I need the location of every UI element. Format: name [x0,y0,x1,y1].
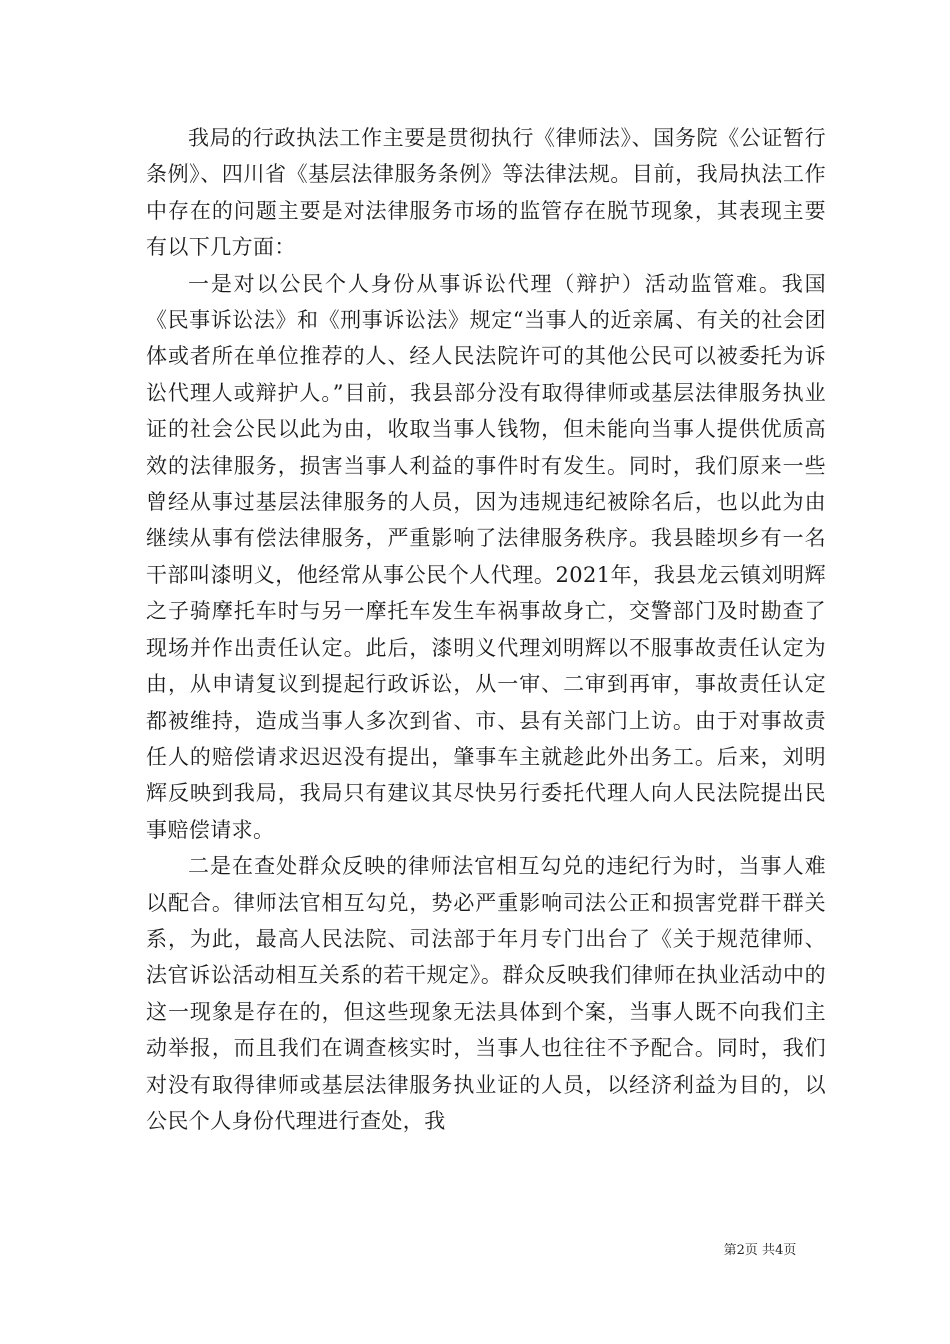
paragraph-point-two: 二是在查处群众反映的律师法官相互勾兑的违纪行为时，当事人难以配合。律师法官相互勾兑，势必严重影响司法公正和损害党群干群关系，为此，最高人民法院、司法部于年月专门出台了《关于规范律师、法官诉讼活动相互关系的若干规定》。群众反映我们律师在执业活动中的这一现象是存在的，但这些现象无法具体到个案，当事人既不向我们主动举报，而且我们在调查核实时，当事人也往往不予配合。同时，我们对没有取得律师或基层法律服务执业证的人员，以经济利益为目的，以公民个人身份代理进行查处，我 [146,854,826,1133]
footer-current-page: 2 [736,1243,745,1258]
footer-suffix: 页 [783,1243,797,1258]
footer-middle: 页 共 [744,1243,776,1258]
footer-total-pages: 4 [775,1243,784,1258]
paragraph-point-one: 一是对以公民个人身份从事诉讼代理（辩护）活动监管难。我国《民事诉讼法》和《刑事诉讼法》规定“当事人的近亲属、有关的社会团体或者所在单位推荐的人、经人民法院许可的其他公民可以被委托为诉讼代理人或辩护人。”目前，我县部分没有取得律师或基层法律服务执业证的社会公民以此为由，收取当事人钱物，但未能向当事人提供优质高效的法律服务，损害当事人利益的事件时有发生。同时，我们原来一些曾经从事过基层法律服务的人员，因为违规违纪被除名后，也以此为由继续从事有偿法律服务，严重影响了法律服务秩序。我县睦坝乡有一名干部叫漆明义，他经常从事公民个人代理。2021年，我县龙云镇刘明辉之子骑摩托车时与另一摩托车发生车祸事故身亡，交警部门及时勘查了现场并作出责任认定。此后，漆明义代理刘明辉以不服事故责任认定为由，从申请复议到提起行政诉讼，从一审、二审到再审，事故责任认定都被维持，造成当事人多次到省、市、县有关部门上访。由于对事故责任人的赔偿请求迟迟没有提出，肇事车主就趁此外出务工。后来，刘明辉反映到我局，我局只有建议其尽快另行委托代理人向人民法院提出民事赔偿请求。 [146,271,826,842]
footer-prefix: 第 [723,1243,737,1258]
paragraph-intro: 我局的行政执法工作主要是贯彻执行《律师法》、国务院《公证暂行条例》、四川省《基层法律服务条例》等法律法规。目前，我局执法工作中存在的问题主要是对法律服务市场的监管存在脱节现象，其表现主要有以下几方面： [146,126,826,260]
page-number-footer [680,1243,840,1259]
document-body [146,120,826,1139]
